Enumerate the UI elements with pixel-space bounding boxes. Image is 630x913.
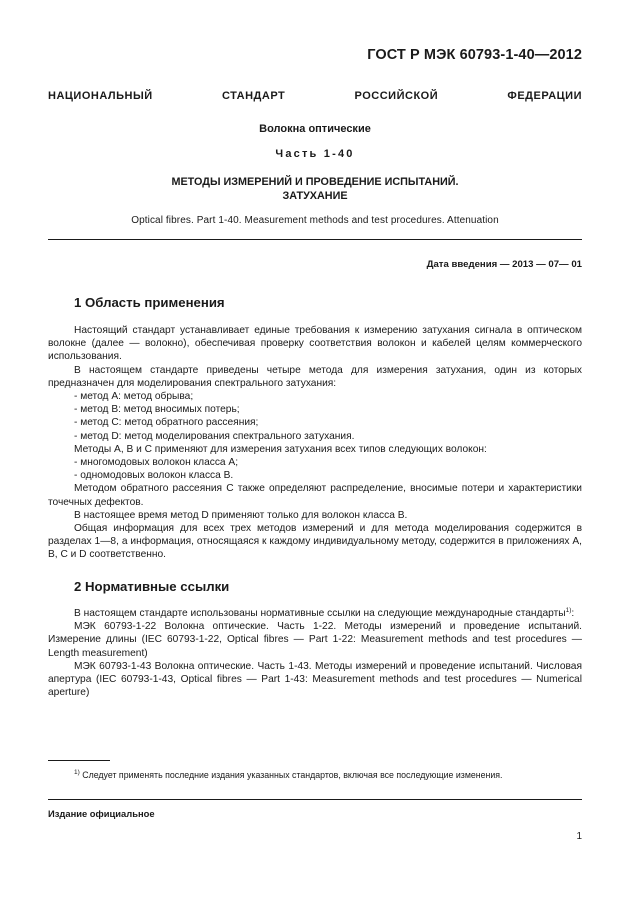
paragraph: Методом обратного рассеяния C также определяют распределение, вносимые потери и характеристики точечных дефектов.: [48, 483, 582, 508]
footnote-mark: 1): [74, 769, 80, 776]
title-main-line2: ЗАТУХАНИЕ: [282, 190, 348, 202]
section2-heading: 2 Нормативные ссылки: [74, 579, 230, 594]
paragraph: МЭК 60793-1-22 Волокна оптические. Часть 1-22. Методы измерений и проведение испытаний. Измерение длины (IEC 60793-1-22, Optical fibres — Part 1-22: Measurement methods and test procedures — Length measurement): [48, 621, 582, 659]
title-english: Optical fibres. Part 1-40. Measurement methods and test procedures. Attenuation: [131, 215, 499, 226]
paragraph-text: В настоящем стандарте использованы нормативные ссылки на следующие международные стандарты: [74, 608, 566, 619]
title-line1: Волокна оптические: [259, 123, 371, 135]
introduction-date: Дата введения — 2013 — 07— 01: [426, 259, 582, 270]
footer-divider: [48, 799, 582, 800]
paragraph: Общая информация для всех трех методов измерений и для метода моделирования содержится в разделах 1—8, а информация, относящаяся к каждому индивидуальному методу, содержится в приложениях A, B, C и D соответственно.: [48, 523, 582, 561]
title-main: [48, 175, 582, 203]
list-item: - метод C: метод обратного рассеяния;: [74, 417, 259, 429]
page-number: 1: [576, 831, 582, 842]
section2-body: [48, 607, 582, 699]
title-divider: [48, 239, 582, 240]
title-main-line1: МЕТОДЫ ИЗМЕРЕНИЙ И ПРОВЕДЕНИЕ ИСПЫТАНИЙ.: [171, 176, 459, 188]
paragraph: В настоящем стандарте приведены четыре метода для измерения затухания, один из которых предназначен для моделирования спектрального затухания:: [48, 364, 582, 389]
footnote-ref: 1): [565, 607, 572, 614]
paragraph: МЭК 60793-1-43 Волокна оптические. Часть 1-43. Методы измерений и проведение испытаний. Числовая апертура (IEC 60793-1-43, Optical fibres — Part 1-43: Measurement methods and test procedures — Numerical aperture): [48, 660, 582, 699]
footnote: [74, 770, 582, 780]
section1-heading: 1 Область применения: [74, 295, 225, 310]
list-item: - одномодовых волокон класса B.: [74, 470, 234, 482]
section1-body: [48, 324, 582, 562]
document-code: ГОСТ Р МЭК 60793-1-40—2012: [367, 47, 582, 63]
paragraph: В настоящее время метод D применяют только для волокон класса B.: [74, 509, 408, 521]
list-item: - метод B: метод вносимых потерь;: [74, 404, 240, 416]
title-part: Часть 1-40: [275, 148, 355, 160]
list-item: - метод D: метод моделирования спектрального затухания.: [74, 430, 355, 442]
paragraph-colon: :: [571, 608, 575, 619]
paragraph: Настоящий стандарт устанавливает единые требования к измерению затухания сигнала в оптическом волокне (далее — волокно), обеспечивая проверку соответствия волокон и кабелей целям коммерческого использования.: [48, 325, 582, 363]
list-item: - метод A: метод обрыва;: [74, 391, 194, 403]
list-item: - многомодовых волокон класса A;: [74, 457, 239, 469]
paragraph: [48, 607, 582, 620]
edition-label: Издание официальное: [48, 808, 155, 819]
paragraph: Методы A, B и C применяют для измерения затухания всех типов следующих волокон:: [74, 443, 487, 455]
footnote-text: Следует применять последние издания указанных стандартов, включая все последующие изменения.: [82, 770, 503, 780]
footnote-divider: [48, 760, 110, 761]
national-standard-banner: НАЦИОНАЛЬНЫЙ СТАНДАРТ РОССИЙСКОЙ ФЕДЕРАЦИИ: [48, 90, 582, 102]
